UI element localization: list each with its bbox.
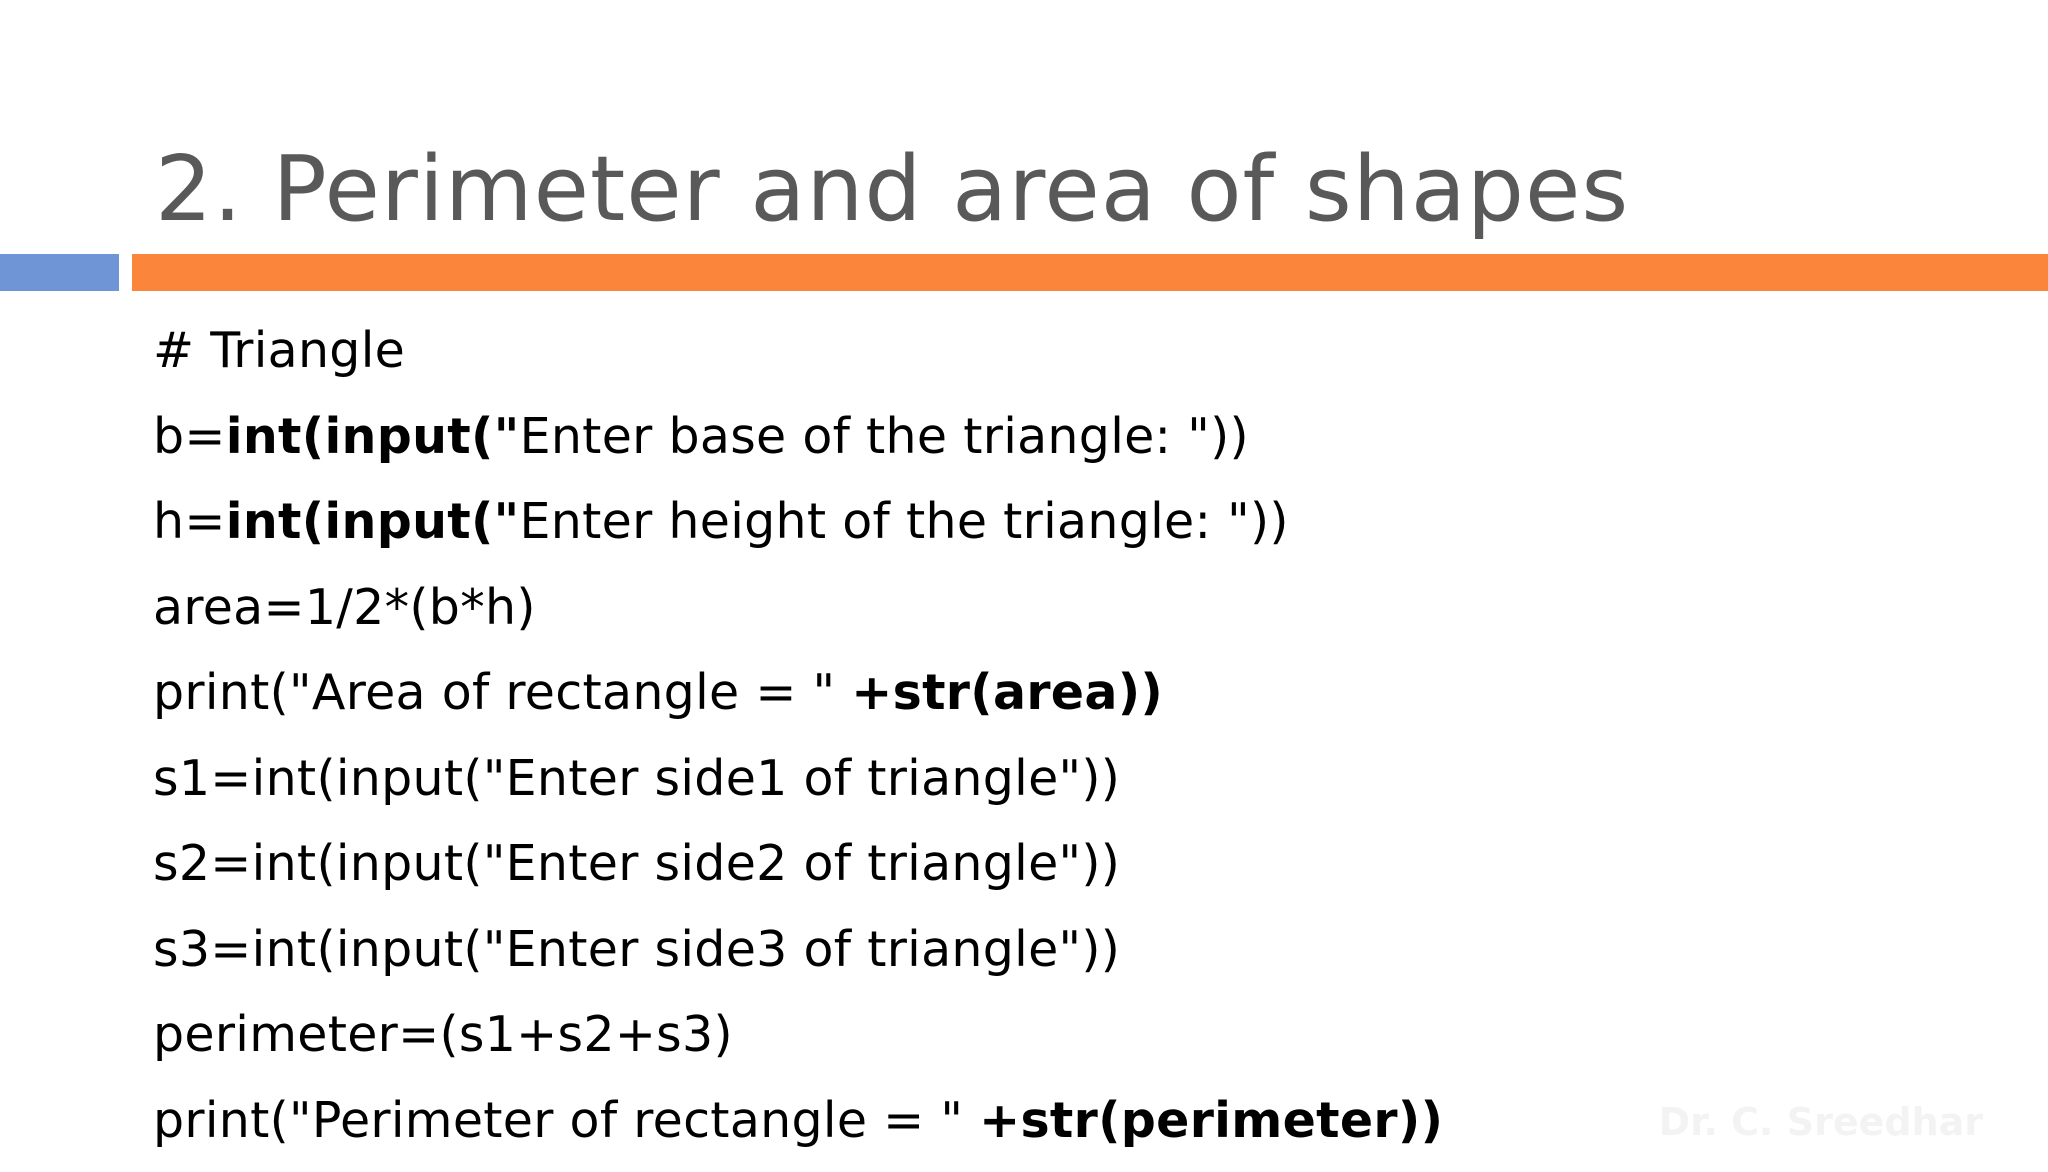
code-block — [153, 317, 1443, 1172]
code-segment: print("Perimeter of rectangle = " — [153, 1092, 979, 1149]
code-segment: s1=int(input("Enter side1 of triangle")) — [153, 750, 1120, 807]
code-line — [153, 574, 1443, 660]
code-line — [153, 1001, 1443, 1087]
code-bold-segment: +str(perimeter)) — [979, 1092, 1443, 1149]
code-line — [153, 830, 1443, 916]
code-line — [153, 745, 1443, 831]
code-bold-segment: int(input(" — [226, 493, 520, 550]
code-segment: s3=int(input("Enter side3 of triangle")) — [153, 921, 1120, 978]
code-line — [153, 916, 1443, 1002]
code-segment: # Triangle — [153, 322, 405, 379]
code-line — [153, 403, 1443, 489]
code-segment: perimeter=(s1+s2+s3) — [153, 1006, 733, 1063]
code-segment: s2=int(input("Enter side2 of triangle")) — [153, 835, 1120, 892]
code-line — [153, 488, 1443, 574]
author-watermark: Dr. C. Sreedhar — [1659, 1100, 1983, 1144]
code-line — [153, 317, 1443, 403]
code-segment: area=1/2*(b*h) — [153, 579, 536, 636]
code-bold-segment: +str(area)) — [851, 664, 1163, 721]
code-segment: h= — [153, 493, 226, 550]
code-segment: Enter base of the triangle: ")) — [520, 408, 1249, 465]
code-segment: Enter height of the triangle: ")) — [520, 493, 1289, 550]
code-segment: b= — [153, 408, 226, 465]
code-line — [153, 659, 1443, 745]
accent-bar-left — [0, 254, 119, 291]
slide-title: 2. Perimeter and area of shapes — [155, 130, 1629, 250]
code-line — [153, 1087, 1443, 1172]
code-segment: print("Area of rectangle = " — [153, 664, 851, 721]
accent-bar-main — [132, 254, 2048, 291]
code-bold-segment: int(input(" — [226, 408, 520, 465]
